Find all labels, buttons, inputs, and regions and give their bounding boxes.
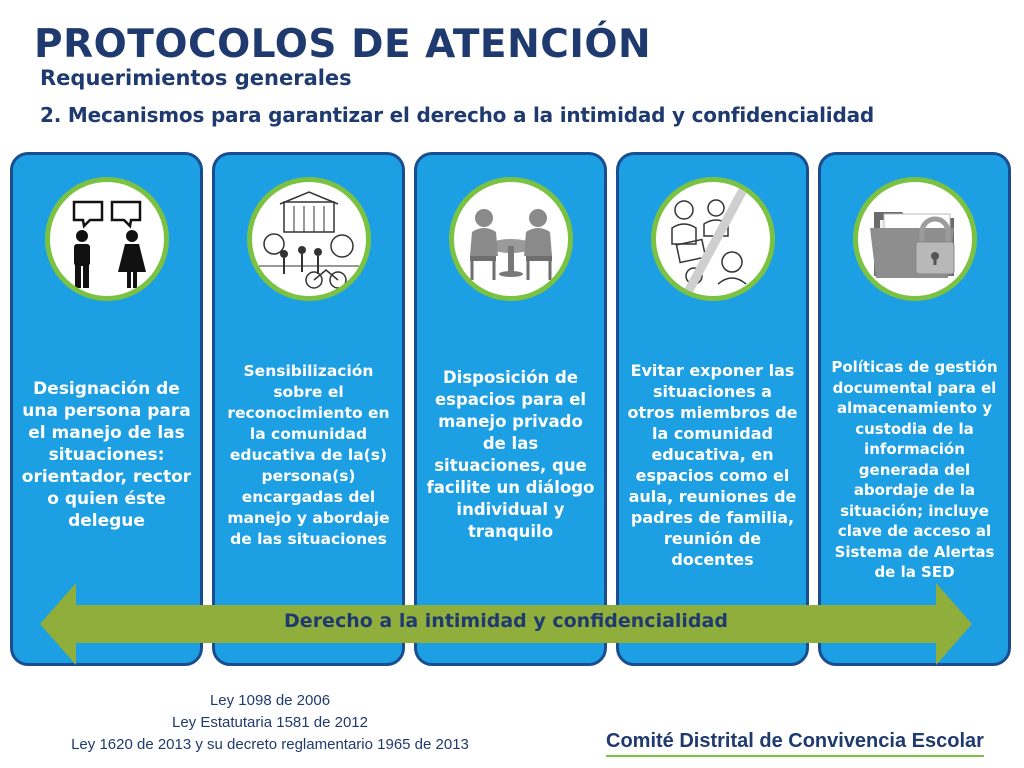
card-text-content: Evitar exponer las situaciones a otros miembros de la comunidad educativa, en espacios como el aula, reuniones de padres de familia, reunión de docentes bbox=[627, 361, 798, 569]
card-text-content: Designación de una persona para el manejo de las situaciones: orientador, rector o quien éste delegue bbox=[21, 379, 192, 531]
meeting-table-icon bbox=[449, 177, 573, 301]
card-text bbox=[829, 320, 1000, 620]
card-text-content: Políticas de gestión documental para el almacenamiento y custodia de la información generada del abordaje de la situación; incluye clave de acceso al Sistema de Alertas de la SED bbox=[831, 358, 998, 582]
card-text bbox=[21, 305, 192, 605]
locked-folder-icon bbox=[853, 177, 977, 301]
card-text bbox=[425, 305, 596, 605]
community-sketch-icon bbox=[247, 177, 371, 301]
law-item: Ley 1098 de 2006 bbox=[209, 692, 331, 709]
card-text-content: Sensibilización sobre el reconocimiento en la comunidad educativa de la(s) persona(s) encargadas del manejo y abordaje de las situaciones bbox=[227, 361, 390, 548]
card-text-content: Disposición de espacios para el manejo privado de las situaciones, que facilite un diálogo individual y tranquilo bbox=[426, 368, 595, 541]
laws-list bbox=[20, 690, 520, 756]
card-text bbox=[223, 305, 394, 605]
arrow-label: Derecho a la intimidad y confidencialidad bbox=[284, 610, 728, 632]
section-heading: 2. Mecanismos para garantizar el derecho a la intimidad y confidencialidad bbox=[40, 103, 874, 127]
page-subtitle: Requerimientos generales bbox=[40, 66, 352, 90]
law-item: Ley Estatutaria 1581 de 2012 bbox=[172, 714, 368, 731]
committee-name: Comité Distrital de Convivencia Escolar bbox=[606, 730, 984, 757]
law-item: Ley 1620 de 2013 y su decreto reglamentario 1965 de 2013 bbox=[71, 736, 469, 753]
page-title: PROTOCOLOS DE ATENCIÓN bbox=[34, 22, 652, 67]
no-exposure-icon bbox=[651, 177, 775, 301]
people-speech-icon bbox=[45, 177, 169, 301]
card-text bbox=[627, 315, 798, 615]
